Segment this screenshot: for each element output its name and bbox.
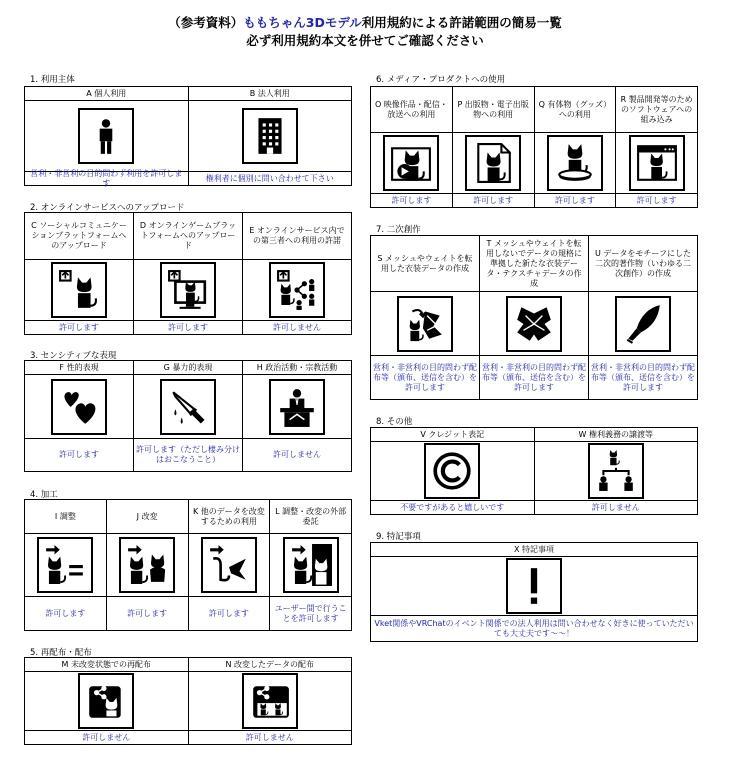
permission-result: 営利・非営利の目的問わず配布等（頒布、送信を含む）を許可します — [591, 362, 695, 392]
section-derivative — [370, 235, 698, 400]
permission-result: 許可します — [127, 608, 168, 618]
permission-label: P 出版物・電子出版物への利用 — [453, 87, 534, 133]
upload-monitor-graphic — [167, 269, 209, 311]
page-subtitle: 必ず利用規約本文を併せてご確認ください — [246, 33, 484, 48]
share-modified-icon — [242, 673, 298, 729]
permission-cell-mesh-transfer — [371, 236, 479, 399]
icon-cell — [371, 292, 479, 356]
share-modified-graphic — [249, 680, 291, 722]
icon-cell — [25, 260, 133, 321]
section-sensitive — [24, 360, 352, 472]
icon-cell — [535, 442, 698, 501]
share-users-graphic — [276, 269, 318, 311]
brand-name: ももちゃん3Dモデル — [243, 15, 362, 30]
permission-label: A 個人利用 — [25, 87, 188, 101]
share-cat-graphic — [85, 680, 127, 722]
icon-cell — [243, 260, 351, 321]
software-cat-graphic — [636, 142, 678, 184]
figure-cat-icon — [547, 135, 603, 191]
section-title-derivative: 7. 二次創作 — [376, 225, 421, 235]
adjust-graphic — [44, 544, 86, 586]
icon-cell — [25, 101, 188, 172]
permission-label: S メッシュやウェイトを転用した衣装データの作成 — [371, 236, 479, 292]
permission-cell-pen-nib — [588, 236, 697, 399]
section-media — [370, 86, 698, 208]
section-special — [370, 542, 698, 642]
new-outfit-icon — [506, 296, 562, 352]
permission-result: 許可します（ただし棲み分けはおこなうこと） — [136, 445, 240, 464]
permission-cell-transfer — [534, 428, 698, 514]
permission-label: B 法人利用 — [189, 87, 352, 101]
hearts-icon — [51, 379, 107, 435]
video-cat-graphic — [390, 142, 432, 184]
icon-cell — [371, 557, 697, 616]
permission-label: I 調整 — [25, 500, 106, 534]
building-icon — [242, 108, 298, 164]
icon-cell — [107, 534, 188, 597]
hearts-graphic — [58, 386, 100, 428]
upload-cat-icon — [51, 262, 107, 318]
section-title-other: 8. その他 — [376, 417, 413, 427]
mesh-transfer-icon — [397, 296, 453, 352]
section-title-redistribution: 5. 再配布・配布 — [30, 648, 92, 658]
icon-cell — [25, 534, 106, 597]
section-title-special: 9. 特記事項 — [376, 532, 421, 542]
permission-result: 許可します — [59, 322, 99, 332]
section-other — [370, 427, 698, 515]
permission-cell-copyright — [371, 428, 534, 514]
permission-result: 許可します — [473, 195, 514, 205]
icon-cell — [589, 292, 697, 356]
permission-cell-hearts — [25, 361, 133, 471]
mesh-transfer-graphic — [404, 303, 446, 345]
permission-label: W 権利義務の譲渡等 — [535, 428, 698, 442]
figure-cat-graphic — [554, 142, 596, 184]
modify-icon — [119, 537, 175, 593]
icon-cell — [453, 133, 534, 194]
permission-label: O 映像作品・配信・放送への利用 — [371, 87, 452, 133]
permission-result: Vket関係やVRChatのイベント関係での法人利用は問い合わせなく好きに使っていただいても大丈夫です～～！ — [374, 618, 694, 638]
permission-label: J 改変 — [107, 500, 188, 534]
title-suffix: 利用規約による許諾範囲の簡易一覧 — [361, 15, 562, 30]
upload-cat-graphic — [58, 269, 100, 311]
page-title — [0, 14, 730, 32]
copyright-icon — [424, 443, 480, 499]
person-icon — [78, 108, 134, 164]
other-data-graphic — [208, 544, 250, 586]
permission-cell-new-outfit — [479, 236, 588, 399]
permission-label: G 暴力的表現 — [134, 361, 242, 375]
section-editing — [24, 499, 352, 631]
section-title-sensitive: 3. センシティブな表現 — [30, 351, 117, 361]
permission-label: V クレジット表記 — [371, 428, 534, 442]
section-title-online-upload: 2. オンラインサービスへのアップロード — [30, 203, 185, 213]
permission-label: L 調整・改変の外部委託 — [270, 500, 351, 534]
pen-nib-graphic — [622, 303, 664, 345]
share-cat-icon — [78, 673, 134, 729]
permission-label: D オンラインゲームプラットフォームへのアップロード — [134, 213, 242, 260]
document-cat-graphic — [472, 142, 514, 184]
section-redistribution — [24, 657, 352, 745]
upload-monitor-icon — [160, 262, 216, 318]
knife-icon — [160, 379, 216, 435]
permission-result: 許可します — [208, 608, 249, 618]
permission-label: F 性的表現 — [25, 361, 133, 375]
permission-result: 許可しません — [82, 732, 131, 742]
permission-cell-upload-cat — [25, 213, 133, 334]
section-online-upload — [24, 212, 352, 335]
icon-cell — [371, 133, 452, 194]
permission-cell-exclamation — [371, 543, 697, 641]
permission-result: 不要ですがあると嬉しいです — [400, 502, 505, 512]
icon-cell — [134, 260, 242, 321]
video-cat-icon — [383, 135, 439, 191]
permission-label: M 未改変状態での再配布 — [25, 658, 188, 672]
knife-graphic — [167, 386, 209, 428]
section-usage-entity — [24, 86, 352, 186]
permission-result: 営利・非営利の目的問わず利用を許可します — [30, 168, 183, 188]
icon-cell — [535, 133, 616, 194]
permission-cell-person — [25, 87, 188, 188]
podium-graphic — [276, 386, 318, 428]
icon-cell — [134, 375, 242, 439]
permission-result: 営利・非営利の目的問わず配布等（頒布、送信を含む）を許可します — [482, 362, 586, 392]
permission-result: ユーザー間で行うことを許可します — [274, 603, 347, 623]
permission-label: E オンラインサービス内での第三者への利用の許諾 — [243, 213, 351, 260]
permission-cell-modify — [106, 500, 188, 630]
permission-cell-software-cat — [615, 87, 697, 207]
icon-cell — [371, 442, 534, 501]
share-users-icon — [269, 262, 325, 318]
permission-cell-building — [188, 87, 352, 185]
permission-result: 許可しません — [273, 450, 321, 459]
permission-result: 許可します — [391, 195, 432, 205]
permission-result: 許可しません — [245, 732, 294, 742]
permission-result: 許可します — [45, 608, 86, 618]
building-graphic — [249, 115, 291, 157]
adjust-icon — [37, 537, 93, 593]
software-cat-icon — [629, 135, 685, 191]
permission-result: 許可します — [168, 322, 208, 332]
podium-icon — [269, 379, 325, 435]
permission-label: T メッシュやウェイトを転用しないでデータの規格に準拠した新たな衣装データ・テクスチャデータの作成 — [480, 236, 588, 292]
other-data-icon — [201, 537, 257, 593]
permission-cell-upload-monitor — [133, 213, 242, 334]
permission-label: R 製品開発等のためのソフトウェアへの組み込み — [616, 87, 697, 133]
icon-cell — [25, 375, 133, 439]
permission-cell-podium — [242, 361, 351, 471]
outsource-graphic — [290, 544, 332, 586]
icon-cell — [189, 101, 352, 172]
permission-cell-other-data — [188, 500, 270, 630]
icon-cell — [616, 133, 697, 194]
permission-result: 許可しません — [591, 502, 640, 512]
permission-cell-adjust — [25, 500, 106, 630]
section-title-usage-entity: 1. 利用主体 — [30, 75, 75, 85]
exclamation-icon — [506, 558, 562, 614]
section-title-editing: 4. 加工 — [30, 490, 58, 500]
icon-cell — [25, 672, 188, 731]
modify-graphic — [126, 544, 168, 586]
permission-cell-knife — [133, 361, 242, 471]
transfer-icon — [588, 443, 644, 499]
copyright-graphic — [431, 450, 473, 492]
icon-cell — [243, 375, 351, 439]
permission-result: 許可します — [554, 195, 595, 205]
icon-cell — [189, 534, 270, 597]
permission-result: 許可します — [636, 195, 677, 205]
permission-label: N 改変したデータの配布 — [189, 658, 352, 672]
outsource-icon — [283, 537, 339, 593]
permission-label: U データをモチーフにした二次的著作物（いわゆる二次創作）の作成 — [589, 236, 697, 292]
permission-cell-outsource — [269, 500, 351, 630]
permission-label: H 政治活動・宗教活動 — [243, 361, 351, 375]
permission-label: K 他のデータを改変するための利用 — [189, 500, 270, 534]
new-outfit-graphic — [513, 303, 555, 345]
document-cat-icon — [465, 135, 521, 191]
permission-result: 許可します — [59, 450, 99, 459]
permission-result: 営利・非営利の目的問わず配布等（頒布、送信を含む）を許可します — [373, 362, 477, 392]
pen-nib-icon — [615, 296, 671, 352]
permission-label: C ソーシャルコミュニケーションプラットフォームへのアップロード — [25, 213, 133, 260]
icon-cell — [189, 672, 352, 731]
permission-label: X 特記事項 — [371, 543, 697, 557]
permission-cell-video-cat — [371, 87, 452, 207]
permission-cell-share-cat — [25, 658, 188, 744]
person-graphic — [85, 115, 127, 157]
exclamation-graphic — [513, 565, 555, 607]
permission-result: 許可しません — [273, 322, 321, 332]
section-title-media: 6. メディア・プロダクトへの使用 — [376, 75, 506, 85]
title-prefix: （参考資料） — [168, 15, 244, 30]
permission-cell-document-cat — [452, 87, 534, 207]
icon-cell — [480, 292, 588, 356]
icon-cell — [270, 534, 351, 597]
permission-cell-share-users — [242, 213, 351, 334]
permission-result: 権利者に個別に問い合わせて下さい — [205, 173, 334, 183]
permission-label: Q 有体物（グッズ）への利用 — [535, 87, 616, 133]
transfer-graphic — [595, 450, 637, 492]
permission-cell-figure-cat — [534, 87, 616, 207]
permission-cell-share-modified — [188, 658, 352, 744]
